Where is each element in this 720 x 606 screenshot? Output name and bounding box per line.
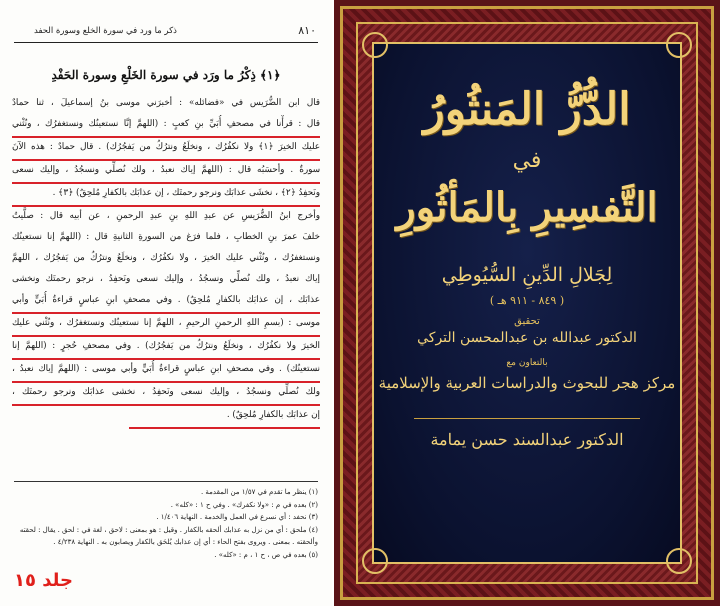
text-line-underlined: الخيرَ ولا نكفُرُك ، ونخلَعُ ونترُكُ من يَفجُرُك) . وفي مصحفِ حُجرٍ : (اللهمَّ إنا	[12, 337, 320, 360]
cover-director: الدكتور عبدالسند حسن يمامة	[430, 430, 624, 449]
text-line-underlined: ونَحفِدُ ﴿٢﴾ ، نخشَى عذابَك ونرجو رحمتَك ، إن عذابَك بالكفارِ مُلحِقٌ) ﴿٣﴾ .	[12, 184, 320, 207]
cover-title-sub: التَّفسِيرِ بِالمَأثُورِ	[396, 184, 658, 231]
cover-title-panel	[372, 42, 682, 564]
book-cover	[334, 0, 720, 606]
section-heading: ﴿١﴾ ذِكْرُ ما ورَد في سورة الخَلْعِ وسورة الحَفْدِ	[51, 68, 281, 82]
text-line: قال ابن الضُّرَيس في «فضائله» : أخبرَني موسى بنُ إسماعيلَ ، ثنا حمادٌ	[12, 98, 320, 108]
text-line-underlined: عذابَك ، إن عذابَك بالكفارِ مُلحِقٌ) . وفي مصحفِ ابنِ عباسٍ قراءةُ أُبَيٍّ وأبي	[12, 291, 320, 314]
ornament-corner-icon	[666, 32, 692, 58]
text-line: إياك نعبدُ ، ولك نُصلِّي ونسجُدُ ، وإليك نسعى ونَحفِدُ ، نرجو رحمتَك ونخشى	[12, 274, 320, 284]
volume-badge: جلد ١٥	[14, 570, 73, 591]
text-line-underlined: نستعينُك) . وفي مصحفِ ابنِ عباسٍ قراءةُ أُبَيٍّ وأبي موسى : (اللهمَّ إياك نعبدُ ،	[12, 360, 320, 383]
page-number: ٨١٠	[298, 24, 316, 37]
text-line-underlined: سورةٌ . وأحسَبُه قال : (اللهمَّ إياك نعبدُ ، ولك نُصلِّي ونسجُدُ ، وإليك نسعى	[12, 161, 320, 184]
text-line: ونستغفرُك ، ونُثْني عليك الخيرَ ، ولا نكفُرُك ، ونخلَعُ ونترُكُ من يَفجُرُك ، اللهمَّ	[12, 253, 320, 263]
cover-author: لِجَلالِ الدِّينِ السُّيُوطِي	[441, 264, 613, 286]
cover-editing-label: تحقيق	[514, 316, 540, 327]
body-text	[12, 94, 320, 429]
footnote: (٣) نحفد : أي نسرع في العمل والخدمة . النهاية ١/٤٠٦ .	[156, 513, 318, 522]
text-line-underlined: عليك الخيرَ ﴿١﴾ ولا نكفُرُك ، ونخلَعُ ونترُكُ من يَفجُرُك) . قال حمادٌ : هذه الآنَ	[12, 138, 320, 161]
footnote: (٤) ملحق : أي من نزل به عذابك ألحقه بالكفار . وقيل : هو بمعنى : لاحق ، لغة في : لحق . يقال : لحقته	[19, 525, 318, 534]
cover-cooperation-label: بالتعاون مع	[506, 358, 548, 368]
footnote: وألحقته . بمعنى . ويروى بفتح الحاء : أي إن عذابك يُلحَق بالكفار ويصابون به . النهاية ٤/٢٣٨ .	[53, 538, 318, 547]
cover-editor: الدكتور عبدالله بن عبدالمحسن التركي	[417, 330, 637, 346]
footnote: (٥) بعده في ص ، ح ١ ، م : «كله» .	[214, 550, 318, 559]
book-page	[0, 0, 332, 606]
text-line-underlined: قال : قرأْنا في مصحفِ أُبَيِّ بنِ كعبٍ : (اللهمَّ إنَّا نستعينُك ونستغفرُك ، ونُثْني	[12, 115, 320, 138]
cover-title-connector: في	[512, 148, 542, 173]
cover-author-dates: ( ٨٤٩ - ٩١١ هـ )	[489, 294, 565, 307]
cover-divider	[414, 418, 640, 419]
text-line-underlined: إن عذابَك بالكفارِ مُلحِقٌ) .	[129, 406, 320, 429]
footnote: (٢) بعده في م : «ولا نكفرك» . وفي ح ١ : «كله» .	[170, 500, 318, 509]
cover-research-center: مركز هجر للبحوث والدراسات العربية والإسلامية	[378, 374, 676, 392]
ornament-corner-icon	[362, 548, 388, 574]
text-line-underlined: موسى : (بسمِ اللهِ الرحمنِ الرحيمِ ، اللهمَّ إنا نستعينُك ونستغفرُك ، ونُثْني عليك	[12, 314, 320, 337]
text-line-underlined: ولك نُصلِّي ونسجُدُ ، وإليك نسعى ونَحفِدُ ، نخشى عذابَك ونرجو رحمتَك ،	[12, 383, 320, 406]
running-title: ذكر ما ورد في سورة الخلع وسورة الحفد	[34, 26, 177, 36]
text-line: خلفَ عمرَ بنِ الخطابِ ، فلما فرَغ من السورةِ الثانيةِ قال : (اللهمَّ إنا نستعينُك	[12, 232, 320, 242]
footnotes	[14, 481, 318, 562]
ornament-corner-icon	[666, 548, 692, 574]
running-head	[14, 22, 318, 43]
ornament-corner-icon	[362, 32, 388, 58]
footnote: (١) ينظر ما تقدم في ١/٥٧ من المقدمة .	[200, 488, 318, 496]
cover-title-main: الدُّرُّ المَنثُورُ	[423, 84, 631, 135]
text-line: وأخرج ابنُ الضُّرَيسِ عن عبدِ اللهِ بنِ عبدِ الرحمنِ ، عن أبيه قال : صلَّيتُ	[12, 211, 320, 221]
